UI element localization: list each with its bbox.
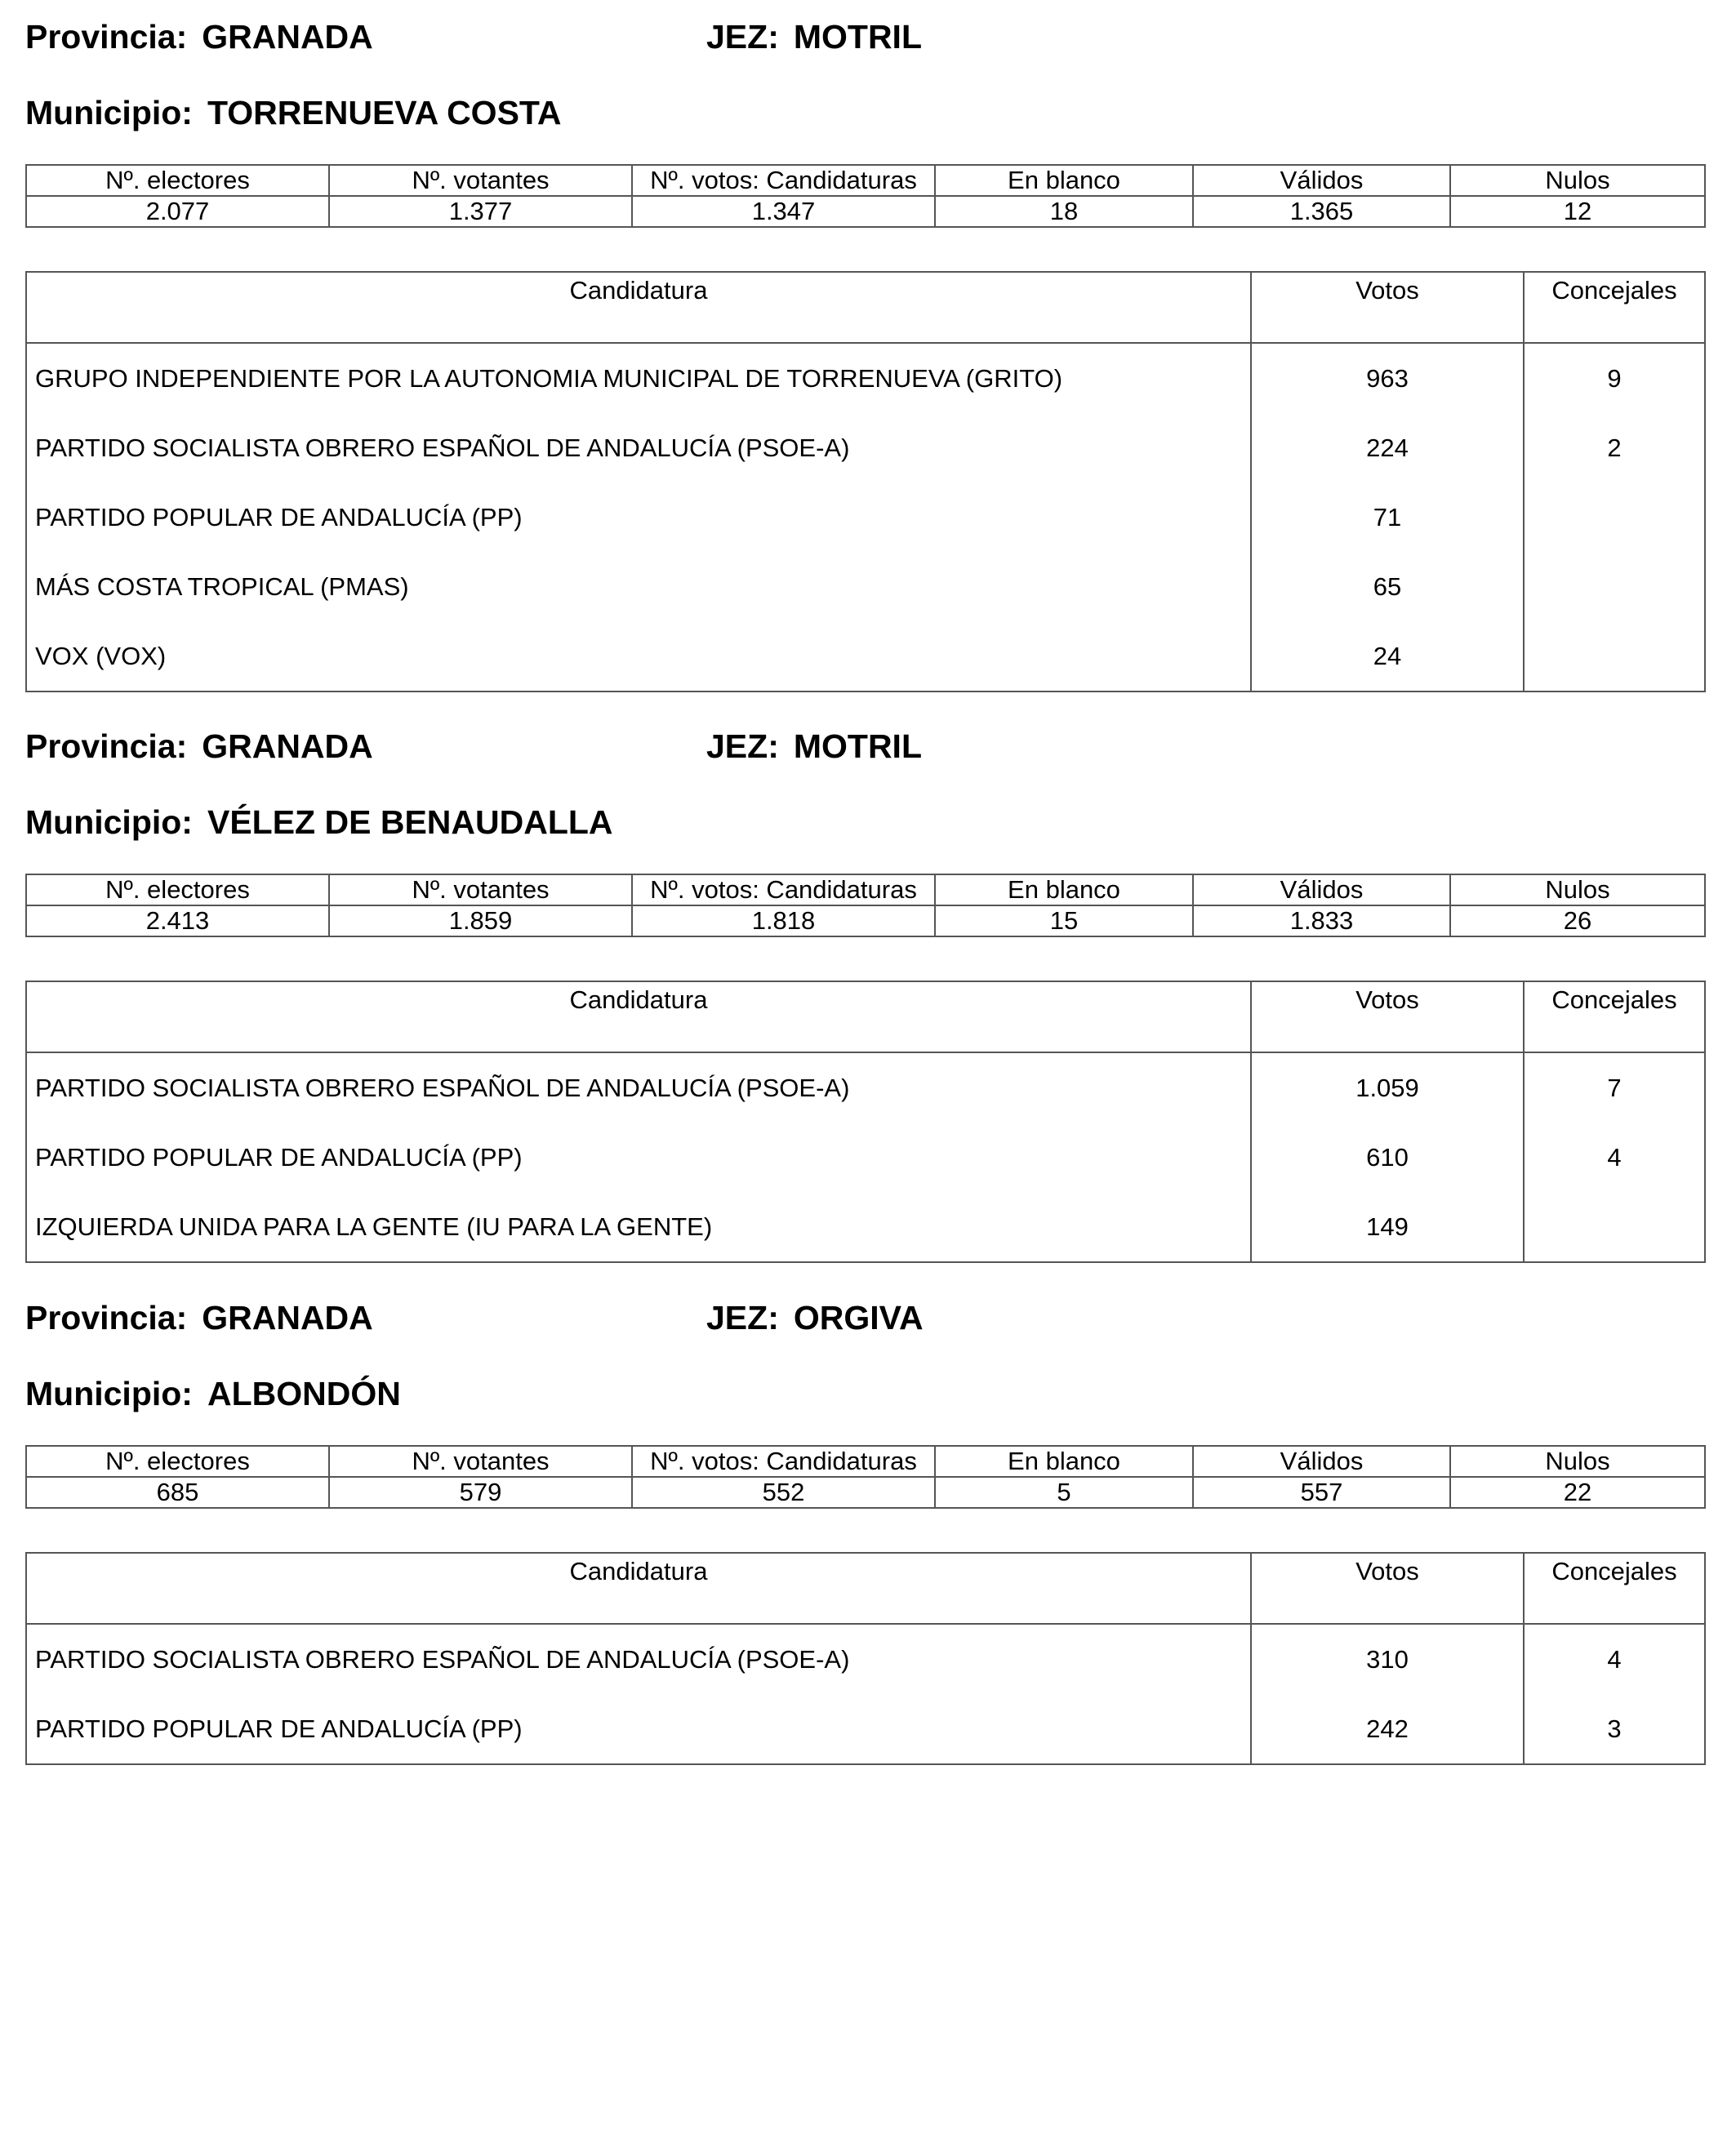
municipio-heading (25, 96, 562, 130)
candidatura-row (26, 1123, 1705, 1192)
candidatura-header: Candidatura (26, 272, 1251, 343)
stats-value: 2.413 (26, 905, 329, 936)
stats-value: 1.818 (632, 905, 935, 936)
votos-value: 71 (1251, 482, 1524, 552)
candidaturas-table (25, 271, 1706, 692)
concejales-value: 9 (1524, 343, 1705, 413)
stats-value: 552 (632, 1477, 935, 1508)
votos-value: 310 (1251, 1624, 1524, 1694)
votos-value: 963 (1251, 343, 1524, 413)
municipio-label: Municipio: (25, 1375, 193, 1412)
stats-value: 22 (1450, 1477, 1705, 1508)
stats-value: 2.077 (26, 196, 329, 227)
stats-table (25, 1445, 1706, 1509)
stats-value: 685 (26, 1477, 329, 1508)
stats-header: Nº. electores (26, 165, 329, 196)
jez-label: JEZ: (706, 727, 779, 765)
stats-header: En blanco (935, 1446, 1193, 1477)
concejales-value (1524, 1192, 1705, 1262)
provincia-label: Provincia: (25, 18, 188, 56)
candidatura-row (26, 1624, 1705, 1694)
jez-heading (706, 1301, 924, 1335)
votos-value: 65 (1251, 552, 1524, 621)
municipio-heading (25, 803, 613, 841)
candidatura-name: VOX (VOX) (35, 641, 167, 670)
candidatura-name: PARTIDO POPULAR DE ANDALUCÍA (PP) (35, 1142, 523, 1172)
stats-value: 1.347 (632, 196, 935, 227)
candidatura-name: PARTIDO SOCIALISTA OBRERO ESPAÑOL DE ANDALUCÍA (PSOE-A) (35, 1644, 850, 1674)
jez-heading (706, 20, 922, 54)
provincia-heading (25, 1301, 373, 1335)
candidatura-row (26, 621, 1705, 692)
provincia-label: Provincia: (25, 1299, 188, 1336)
candidatura-row (26, 343, 1705, 413)
concejales-value: 4 (1524, 1123, 1705, 1192)
stats-header: Nulos (1450, 165, 1705, 196)
candidatura-header: Candidatura (26, 1553, 1251, 1624)
jez-label: JEZ: (706, 1299, 779, 1336)
candidaturas-table (25, 981, 1706, 1263)
provincia-value: GRANADA (202, 1299, 373, 1336)
candidatura-name: PARTIDO POPULAR DE ANDALUCÍA (PP) (35, 502, 523, 531)
candidaturas-table (25, 1552, 1706, 1765)
votos-value: 1.059 (1251, 1052, 1524, 1123)
votos-value: 24 (1251, 621, 1524, 692)
stats-header: Nº. electores (26, 874, 329, 905)
provincia-heading (25, 20, 373, 54)
stats-header: Nulos (1450, 874, 1705, 905)
municipio-heading (25, 1377, 401, 1411)
votos-value: 242 (1251, 1694, 1524, 1764)
concejales-header: Concejales (1524, 1553, 1705, 1624)
concejales-value: 4 (1524, 1624, 1705, 1694)
stats-value: 579 (329, 1477, 632, 1508)
stats-header: Nº. votos: Candidaturas (632, 874, 935, 905)
stats-value-row (26, 196, 1705, 227)
stats-header: Válidos (1193, 874, 1450, 905)
candidatura-row (26, 482, 1705, 552)
candidatura-name: IZQUIERDA UNIDA PARA LA GENTE (IU PARA LA GENTE) (35, 1212, 713, 1241)
jez-heading (706, 727, 922, 765)
stats-header: Válidos (1193, 165, 1450, 196)
stats-header: Nº. votantes (329, 165, 632, 196)
candidatura-header: Candidatura (26, 981, 1251, 1052)
jez-value: ORGIVA (793, 1299, 924, 1336)
votos-value: 224 (1251, 413, 1524, 482)
jez-label: JEZ: (706, 18, 779, 56)
stats-value: 1.365 (1193, 196, 1450, 227)
stats-value: 12 (1450, 196, 1705, 227)
concejales-value (1524, 621, 1705, 692)
stats-value: 1.833 (1193, 905, 1450, 936)
candidatura-row (26, 552, 1705, 621)
stats-value: 5 (935, 1477, 1193, 1508)
municipio-value: ALBONDÓN (207, 1375, 401, 1412)
stats-header: En blanco (935, 874, 1193, 905)
stats-table (25, 164, 1706, 228)
jez-value: MOTRIL (793, 727, 922, 765)
municipio-value: VÉLEZ DE BENAUDALLA (207, 803, 613, 841)
provincia-value: GRANADA (202, 18, 373, 56)
stats-header: Nº. electores (26, 1446, 329, 1477)
candidatura-name: GRUPO INDEPENDIENTE POR LA AUTONOMIA MUNICIPAL DE TORRENUEVA (GRITO) (35, 363, 1063, 393)
candidatura-row (26, 1694, 1705, 1764)
votos-header: Votos (1251, 272, 1524, 343)
stats-value-row (26, 1477, 1705, 1508)
stats-value: 1.859 (329, 905, 632, 936)
votos-value: 610 (1251, 1123, 1524, 1192)
concejales-value (1524, 482, 1705, 552)
candidatura-row (26, 413, 1705, 482)
stats-value: 557 (1193, 1477, 1450, 1508)
concejales-value: 2 (1524, 413, 1705, 482)
provincia-label: Provincia: (25, 727, 188, 765)
municipio-value: TORRENUEVA COSTA (207, 94, 562, 131)
candidatura-row (26, 1052, 1705, 1123)
votos-header: Votos (1251, 981, 1524, 1052)
candidaturas-header-row (26, 1553, 1705, 1624)
candidaturas-header-row (26, 272, 1705, 343)
stats-value: 1.377 (329, 196, 632, 227)
stats-value: 26 (1450, 905, 1705, 936)
jez-value: MOTRIL (793, 18, 922, 56)
candidatura-name: PARTIDO SOCIALISTA OBRERO ESPAÑOL DE ANDALUCÍA (PSOE-A) (35, 1073, 850, 1102)
municipio-label: Municipio: (25, 803, 193, 841)
candidatura-row (26, 1192, 1705, 1262)
concejales-value: 7 (1524, 1052, 1705, 1123)
provincia-value: GRANADA (202, 727, 373, 765)
concejales-value (1524, 552, 1705, 621)
stats-header-row (26, 874, 1705, 905)
stats-header: Nº. votos: Candidaturas (632, 165, 935, 196)
stats-value: 15 (935, 905, 1193, 936)
stats-header-row (26, 1446, 1705, 1477)
stats-header: Nº. votantes (329, 874, 632, 905)
votos-value: 149 (1251, 1192, 1524, 1262)
candidatura-name: PARTIDO SOCIALISTA OBRERO ESPAÑOL DE ANDALUCÍA (PSOE-A) (35, 433, 850, 462)
stats-header: Nº. votantes (329, 1446, 632, 1477)
municipio-label: Municipio: (25, 94, 193, 131)
concejales-value: 3 (1524, 1694, 1705, 1764)
stats-header: Nulos (1450, 1446, 1705, 1477)
stats-header: Válidos (1193, 1446, 1450, 1477)
stats-table (25, 874, 1706, 937)
candidaturas-header-row (26, 981, 1705, 1052)
votos-header: Votos (1251, 1553, 1524, 1624)
provincia-heading (25, 727, 373, 765)
candidatura-name: MÁS COSTA TROPICAL (PMAS) (35, 571, 409, 601)
concejales-header: Concejales (1524, 272, 1705, 343)
stats-header: En blanco (935, 165, 1193, 196)
candidatura-name: PARTIDO POPULAR DE ANDALUCÍA (PP) (35, 1714, 523, 1743)
stats-value-row (26, 905, 1705, 936)
stats-header-row (26, 165, 1705, 196)
stats-header: Nº. votos: Candidaturas (632, 1446, 935, 1477)
concejales-header: Concejales (1524, 981, 1705, 1052)
stats-value: 18 (935, 196, 1193, 227)
